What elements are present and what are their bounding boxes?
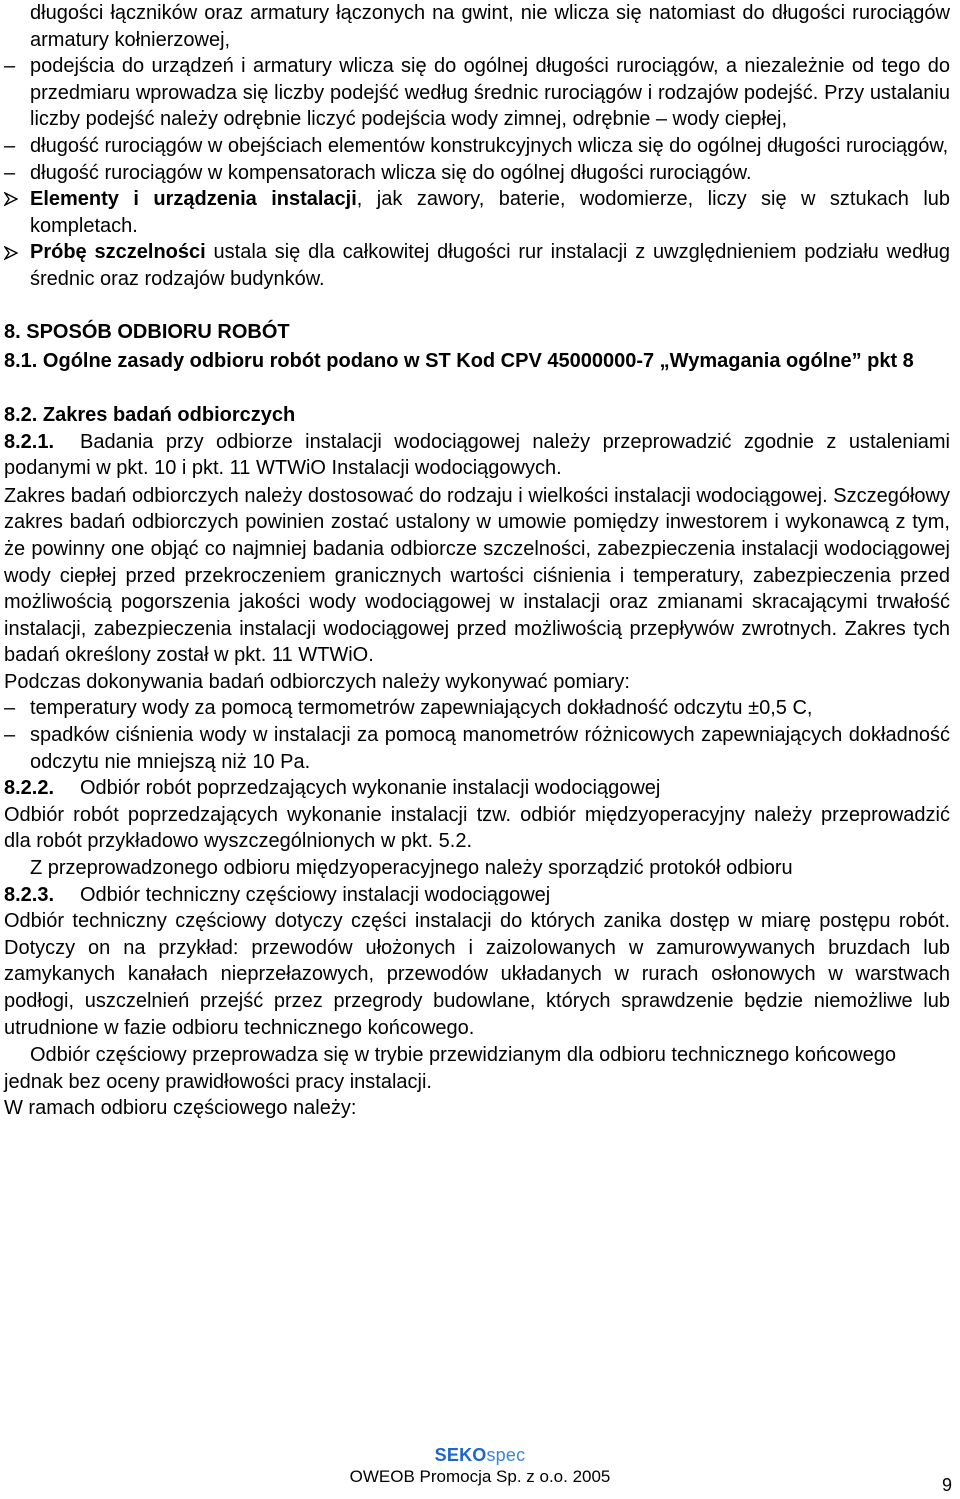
footer-company: OWEOB Promocja Sp. z o.o. 2005 xyxy=(349,1467,611,1486)
arrow-bullet-icon xyxy=(4,239,30,266)
list-item-text: długość rurociągów w kompensatorach wlicza się do ogólnej długości rurociągów. xyxy=(30,161,752,184)
paragraph-odbior-robot: Odbiór robót poprzedzających wykonanie instalacji tzw. odbiór międzyoperacyjny należy przeprowadzić dla robót przykładowo wyszczególnionych w pkt. 5.2. xyxy=(4,803,950,853)
arrow-list-item xyxy=(4,239,950,292)
paragraph-continued: długości łączników oraz armatury łączonych na gwint, nie wlicza się natomiast do długości rurociągów armatury kołnierzowej, xyxy=(30,2,950,51)
list-item-text: długość rurociągów w obejściach elementów konstrukcyjnych wlicza się do ogólnej długości rurociągów, xyxy=(30,134,949,157)
list-item-text: spadków ciśnienia wody w instalacji za pomocą manometrów różnicowych zapewniających dokładność odczytu nie mniejszą niż 10 Pa. xyxy=(30,724,950,773)
dash-list-item xyxy=(4,53,950,133)
continued-dash-item xyxy=(4,0,950,53)
section-heading-8-2: 8.2. Zakres badań odbiorczych xyxy=(4,403,296,426)
dash-bullet: – xyxy=(4,724,16,747)
paragraph-w-ramach: W ramach odbioru częściowego należy: xyxy=(4,1097,357,1120)
dash-bullet: – xyxy=(4,161,16,184)
subsection-8-2-3: 8.2.3. Odbiór techniczny częściowy instalacji wodociągowej xyxy=(4,883,551,906)
document-page xyxy=(4,0,950,1122)
paragraph-zakres: Zakres badań odbiorczych należy dostosować do rodzaju i wielkości instalacji wodociągowej. Szczegółowy zakres badań odbiorczych powinien zostać ustalony w umowie pomiędzy inwestorem i wykonawcą z tym, że powinny one objąć co najmniej badania odbiorcze szczelności, zabezpieczenia instalacji wodociągowej wody ciepłej przed przekroczeniem granicznych wartości ciśnienia i temperatury, zabezpieczenia przed możliwością pogorszenia jakości wody wodociągowej w instalacji oraz zmianami skracającymi trwałość instalacji, zabezpieczenia instalacji wodociągowej przed możliwością przepływów zwrotnych. Zakres tych badań określony został w pkt. 11 WTWiO. xyxy=(4,484,950,667)
dash-bullet: – xyxy=(4,697,16,720)
dash-bullet: – xyxy=(4,55,16,78)
dash-list-item xyxy=(4,133,950,160)
subsection-8-2-1: 8.2.1. Badania przy odbiorze instalacji wodociągowej należy przeprowadzić zgodnie z ustaleniami podanymi w pkt. 10 i pkt. 11 WTWiO Instalacji wodociągowych. xyxy=(4,430,950,480)
paragraph-odbior-czesciowy: Odbiór częściowy przeprowadza się w trybie przewidzianym dla odbioru technicznego końcowego jednak bez oceny prawidłowości pracy instalacji. xyxy=(4,1044,896,1093)
arrow-bullet-icon xyxy=(4,186,30,213)
list-item-text: temperatury wody za pomocą termometrów zapewniających dokładność odczytu ±0,5 C, xyxy=(30,697,813,720)
paragraph-odbior-techniczny: Odbiór techniczny częściowy dotyczy części instalacji do których zanika dostęp w miarę postępu robót. Dotyczy on na przykład: przewodów ułożonych i zaizolowanych w zamurowywanych bruzdach lub zamykanych kanałach nieprzełazowych, przewodów układanych w rurach osłonowych w warstwach podłogi, uszczelnień przejść przez przegrody budowlane, których sprawdzenie będzie niemożliwe lub utrudnione w fazie odbioru technicznego końcowego. xyxy=(4,910,950,1039)
section-heading-8-1: 8.1. Ogólne zasady odbioru robót podano w ST Kod CPV 45000000-7 „Wymagania ogólne” pkt 8 xyxy=(4,349,914,372)
paragraph-podczas: Podczas dokonywania badań odbiorczych należy wykonywać pomiary: xyxy=(4,670,630,693)
dash-list-item xyxy=(4,160,950,187)
dash-list-item xyxy=(4,695,950,722)
footer-logo: SEKOspec xyxy=(434,1445,526,1465)
list-item-text: Elementy i urządzenia instalacji, jak zawory, baterie, wodomierze, liczy się w sztukach lub kompletach. xyxy=(30,188,951,237)
section-heading-8: 8. SPOSÓB ODBIORU ROBÓT xyxy=(4,320,290,343)
page-number: 9 xyxy=(941,1475,952,1495)
subsection-8-2-2: 8.2.2. Odbiór robót poprzedzających wykonanie instalacji wodociągowej xyxy=(4,777,661,800)
arrow-list-item xyxy=(4,186,950,239)
list-item-text: podejścia do urządzeń i armatury wlicza się do ogólnej długości rurociągów, a niezależnie od tego do przedmiaru wprowadza się liczby podejść według średnic rurociągów i rodzajów podejść. Przy ustalaniu liczby podejść należy odrębnie liczyć podejścia wody zimnej, odrębnie – wody ciepłej, xyxy=(30,55,950,131)
dash-bullet: – xyxy=(4,134,16,157)
list-item-text: Próbę szczelności ustala się dla całkowitej długości rur instalacji z uwzględnieniem podziału według średnic oraz rodzajów budynków. xyxy=(30,241,950,290)
dash-list-item xyxy=(4,722,950,775)
paragraph-protokol: Z przeprowadzonego odbioru międzyoperacyjnego należy sporządzić protokół odbioru xyxy=(30,857,793,880)
